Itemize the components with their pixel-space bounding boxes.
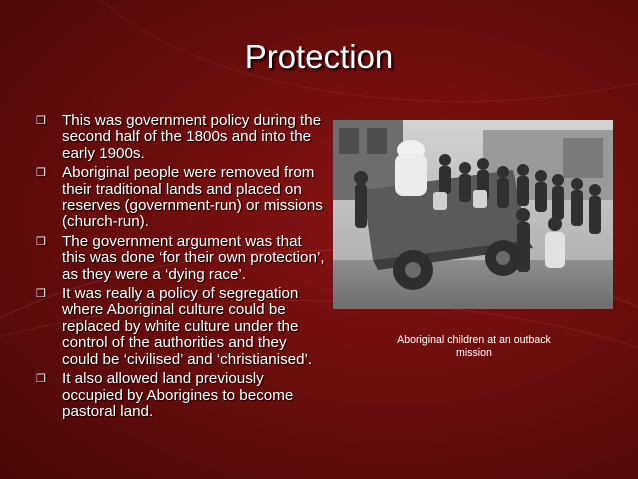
- bullet-item: [36, 371, 326, 420]
- bullet-item: [36, 113, 326, 162]
- bullet-text: It was really a policy of segregation where Aboriginal culture could be replaced by white culture under the control of the authorities and they could be ‘civilised’ and ‘christianised’.: [62, 285, 313, 368]
- bullet-text: It also allowed land previously occupied by Aborigines to become pastoral land.: [62, 370, 294, 420]
- square-bullet-icon: ❒: [36, 373, 46, 386]
- square-bullet-icon: ❒: [36, 235, 46, 248]
- bullet-item: [36, 234, 326, 283]
- square-bullet-icon: ❒: [36, 288, 46, 301]
- bullet-text: Aboriginal people were removed from their traditional lands and placed on reserves (government-run) or missions (church-run).: [62, 164, 323, 231]
- bullet-item: [36, 286, 326, 368]
- bullet-text: The government argument was that this was done ‘for their own protection’, as they were a ‘dying race’.: [62, 232, 325, 283]
- slide-title: Protection: [244, 38, 394, 75]
- square-bullet-icon: ❒: [36, 167, 46, 180]
- photo-caption: Aboriginal children at an outback mission: [397, 334, 551, 359]
- historical-photo: [333, 120, 613, 309]
- square-bullet-icon: ❒: [36, 115, 46, 127]
- bullet-list: [36, 113, 326, 423]
- bullet-text: This was government policy during the second half of the 1800s and into the early 1900s.: [62, 112, 322, 162]
- bullet-item: [36, 165, 326, 231]
